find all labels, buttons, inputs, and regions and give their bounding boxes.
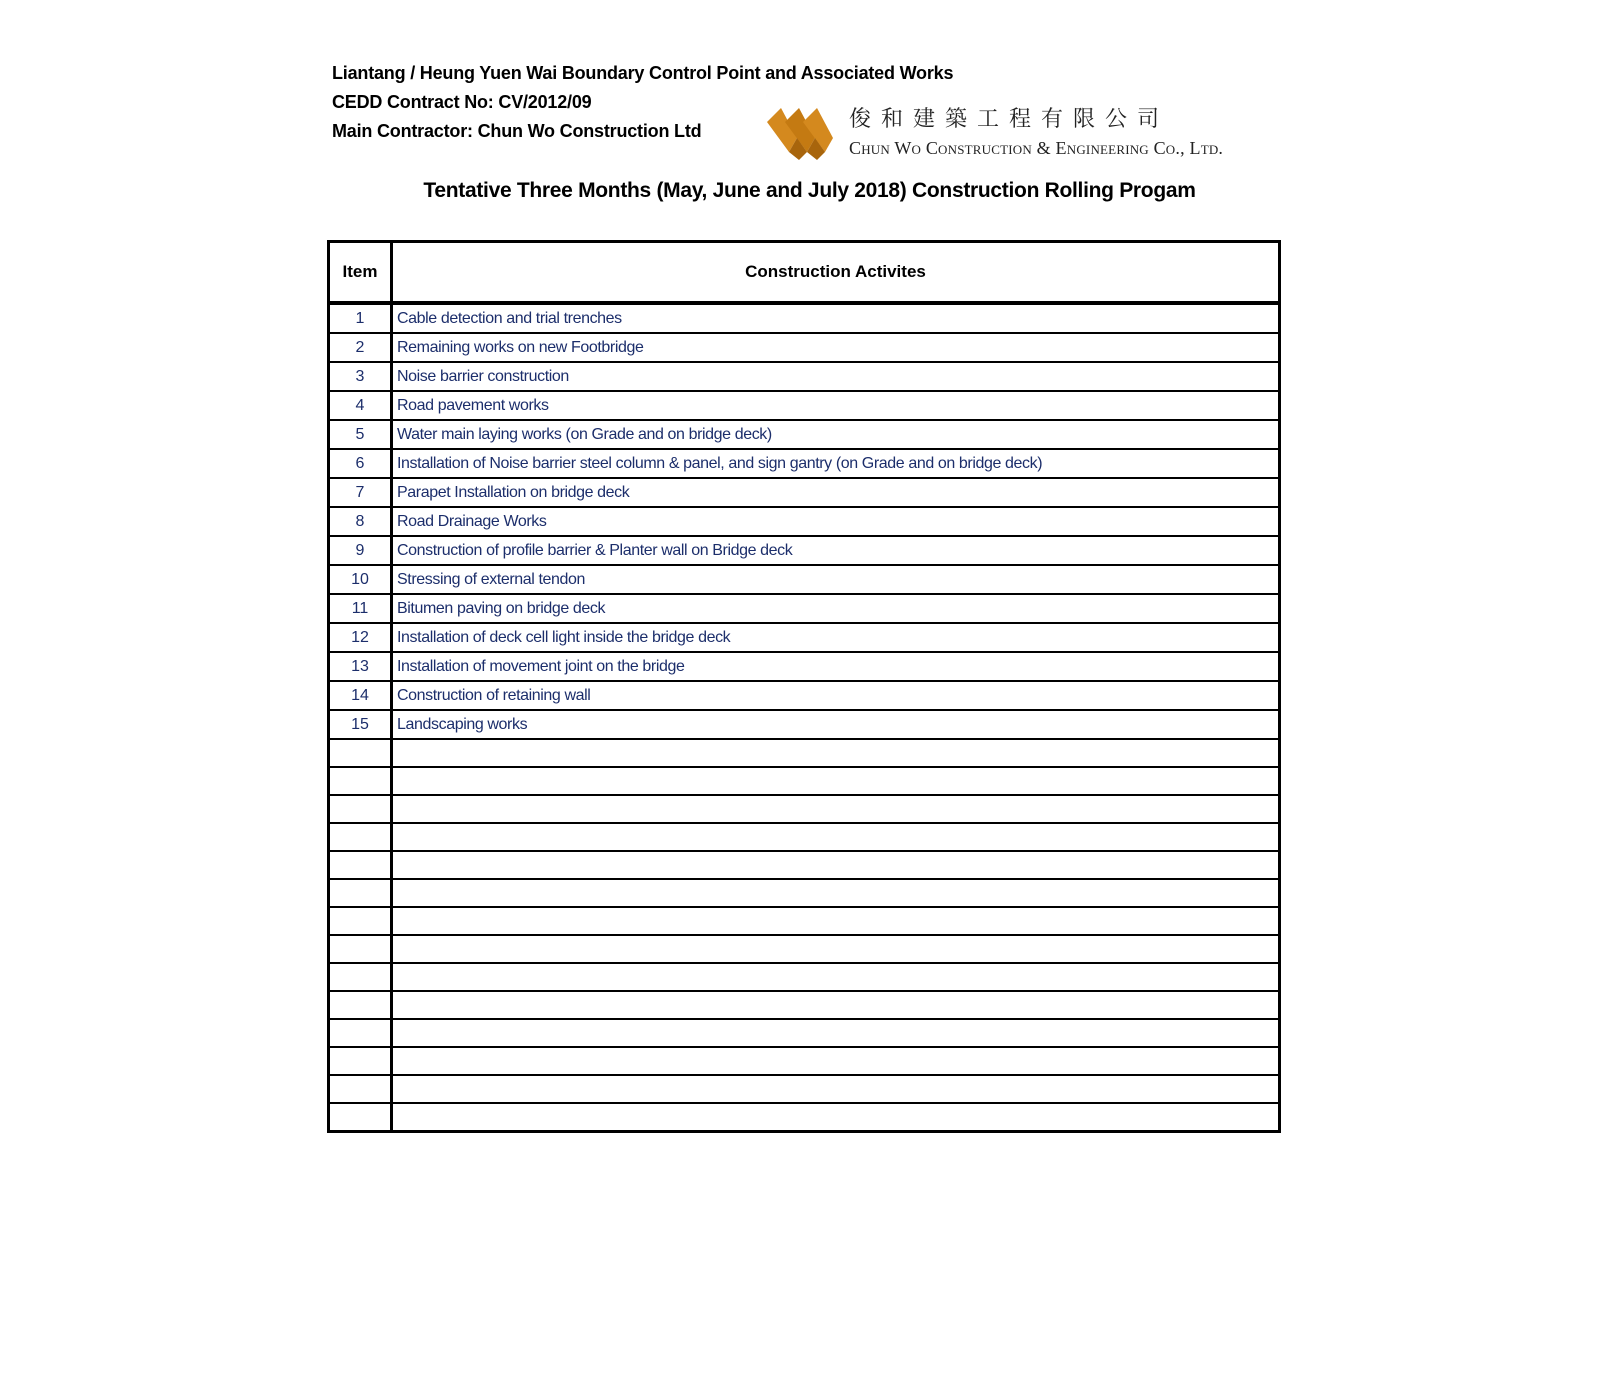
empty-activity-cell: [392, 1075, 1280, 1103]
table-row: [329, 623, 1280, 652]
table-header-row: [329, 242, 1280, 304]
activity-cell: Water main laying works (on Grade and on bridge deck): [392, 420, 1280, 449]
empty-activity-cell: [392, 935, 1280, 963]
empty-item-cell: [329, 767, 392, 795]
item-number-cell: 1: [329, 303, 392, 333]
empty-table-row: [329, 907, 1280, 935]
empty-table-row: [329, 1075, 1280, 1103]
activity-cell: Construction of profile barrier & Planter wall on Bridge deck: [392, 536, 1280, 565]
item-number-cell: 12: [329, 623, 392, 652]
empty-table-row: [329, 795, 1280, 823]
chun-wo-logo-icon: [767, 108, 839, 160]
empty-activity-cell: [392, 767, 1280, 795]
item-number-cell: 8: [329, 507, 392, 536]
item-number-cell: 3: [329, 362, 392, 391]
table-row: [329, 420, 1280, 449]
empty-item-cell: [329, 935, 392, 963]
empty-activity-cell: [392, 991, 1280, 1019]
empty-item-cell: [329, 879, 392, 907]
item-number-cell: 7: [329, 478, 392, 507]
activity-cell: Cable detection and trial trenches: [392, 303, 1280, 333]
empty-activity-cell: [392, 823, 1280, 851]
item-number-cell: 6: [329, 449, 392, 478]
empty-table-row: [329, 851, 1280, 879]
item-column-header: Item: [329, 242, 392, 304]
empty-item-cell: [329, 1075, 392, 1103]
empty-activity-cell: [392, 879, 1280, 907]
activity-cell: Construction of retaining wall: [392, 681, 1280, 710]
empty-table-row: [329, 739, 1280, 767]
empty-item-cell: [329, 795, 392, 823]
empty-item-cell: [329, 823, 392, 851]
empty-table-row: [329, 879, 1280, 907]
item-number-cell: 13: [329, 652, 392, 681]
activity-cell: Parapet Installation on bridge deck: [392, 478, 1280, 507]
table-row: [329, 333, 1280, 362]
table-row: [329, 303, 1280, 333]
item-number-cell: 9: [329, 536, 392, 565]
empty-item-cell: [329, 1103, 392, 1132]
contract-number: CEDD Contract No: CV/2012/09: [332, 92, 592, 112]
item-number-cell: 5: [329, 420, 392, 449]
table-row: [329, 565, 1280, 594]
table-row: [329, 391, 1280, 420]
table-row: [329, 507, 1280, 536]
item-number-cell: 2: [329, 333, 392, 362]
empty-activity-cell: [392, 795, 1280, 823]
empty-activity-cell: [392, 907, 1280, 935]
table-row: [329, 536, 1280, 565]
empty-item-cell: [329, 739, 392, 767]
item-number-cell: 11: [329, 594, 392, 623]
table-row: [329, 652, 1280, 681]
activity-cell: Installation of Noise barrier steel column & panel, and sign gantry (on Grade and on bridge deck): [392, 449, 1280, 478]
document-title: [0, 179, 1603, 203]
table-row: [329, 594, 1280, 623]
item-number-cell: 15: [329, 710, 392, 739]
empty-table-row: [329, 935, 1280, 963]
empty-item-cell: [329, 1047, 392, 1075]
logo-chinese-name: 俊和建築工程有限公司: [849, 107, 1170, 132]
empty-item-cell: [329, 851, 392, 879]
table-row: [329, 449, 1280, 478]
activity-cell: Installation of movement joint on the bridge: [392, 652, 1280, 681]
empty-table-row: [329, 1103, 1280, 1132]
main-contractor: Main Contractor: Chun Wo Construction Ltd: [332, 121, 702, 141]
company-logo: [767, 100, 1287, 166]
table-row: [329, 710, 1280, 739]
empty-item-cell: [329, 963, 392, 991]
logo-english-name: Chun Wo Construction & Engineering Co., Ltd.: [849, 138, 1224, 158]
activity-cell: Stressing of external tendon: [392, 565, 1280, 594]
table-row: [329, 362, 1280, 391]
item-number-cell: 10: [329, 565, 392, 594]
item-number-cell: 14: [329, 681, 392, 710]
empty-activity-cell: [392, 1047, 1280, 1075]
table-body: [329, 303, 1280, 1132]
item-number-cell: 4: [329, 391, 392, 420]
activity-cell: Remaining works on new Footbridge: [392, 333, 1280, 362]
table-row: [329, 681, 1280, 710]
empty-activity-cell: [392, 851, 1280, 879]
document-title-text: Tentative Three Months (May, June and July 2018) Construction Rolling Progam: [423, 179, 1196, 202]
activity-cell: Bitumen paving on bridge deck: [392, 594, 1280, 623]
empty-item-cell: [329, 907, 392, 935]
rolling-program-table: [327, 240, 1281, 1133]
activity-cell: Road Drainage Works: [392, 507, 1280, 536]
empty-activity-cell: [392, 1103, 1280, 1132]
empty-table-row: [329, 991, 1280, 1019]
empty-table-row: [329, 767, 1280, 795]
empty-activity-cell: [392, 739, 1280, 767]
activity-cell: Landscaping works: [392, 710, 1280, 739]
empty-table-row: [329, 823, 1280, 851]
activity-cell: Installation of deck cell light inside the bridge deck: [392, 623, 1280, 652]
activities-column-header: Construction Activites: [392, 242, 1280, 304]
empty-item-cell: [329, 991, 392, 1019]
empty-table-row: [329, 1047, 1280, 1075]
empty-table-row: [329, 963, 1280, 991]
activity-cell: Road pavement works: [392, 391, 1280, 420]
empty-item-cell: [329, 1019, 392, 1047]
table-row: [329, 478, 1280, 507]
empty-activity-cell: [392, 963, 1280, 991]
empty-table-row: [329, 1019, 1280, 1047]
project-name: Liantang / Heung Yuen Wai Boundary Control Point and Associated Works: [332, 63, 954, 83]
empty-activity-cell: [392, 1019, 1280, 1047]
activity-cell: Noise barrier construction: [392, 362, 1280, 391]
